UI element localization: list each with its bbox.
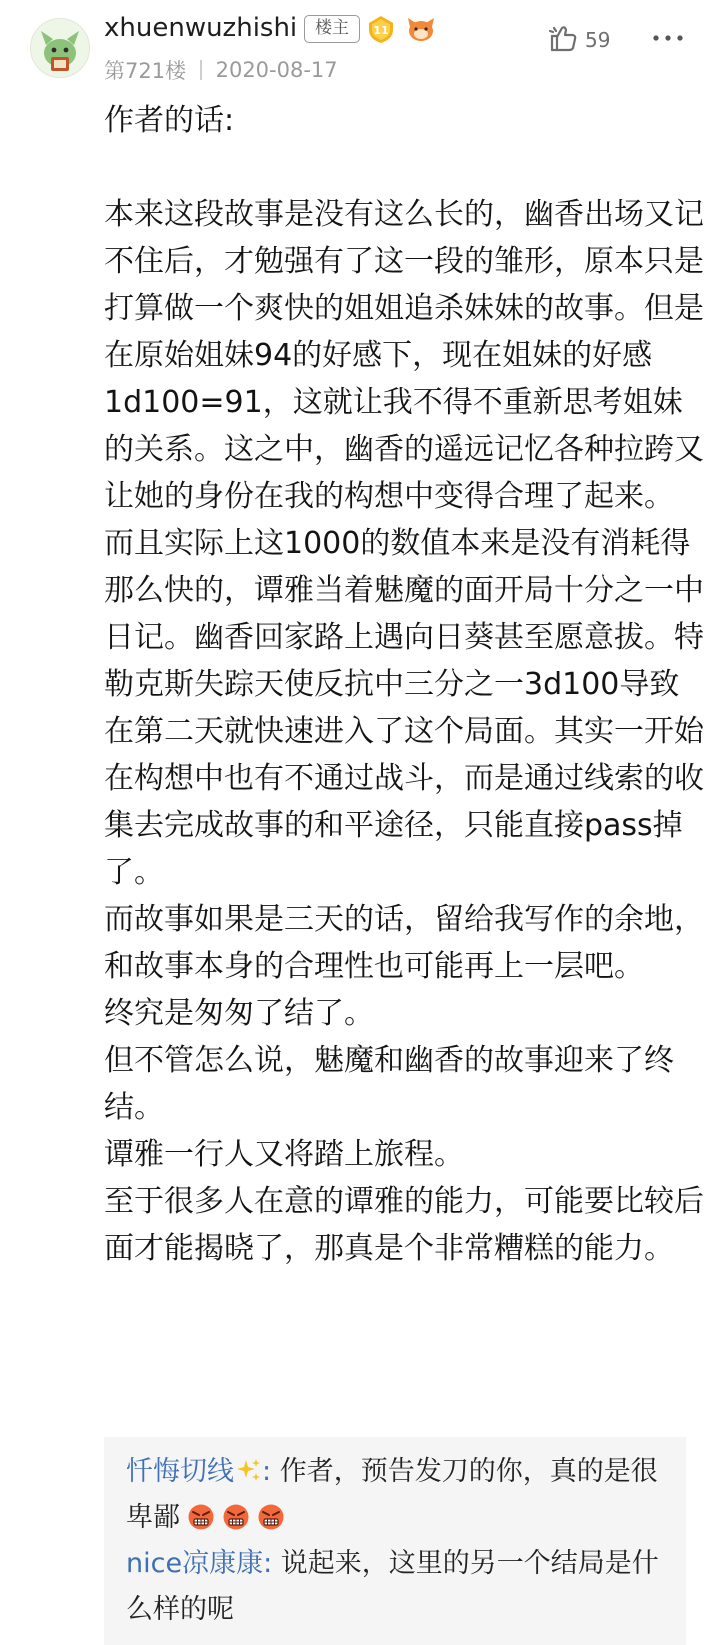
reply-separator: : [263, 1548, 273, 1579]
reply-item[interactable] [126, 1449, 666, 1541]
avatar[interactable] [30, 18, 90, 78]
reply-list [104, 1437, 686, 1645]
reply-separator: : [262, 1456, 272, 1487]
post-content [104, 97, 704, 1272]
content-paragraph: 本来这段故事是没有这么长的，幽香出场又记不住后，才勉强有了这一段的雏形，原本只是打算做一个爽快的姐姐追杀妹妹的故事。但是在原始姐妹94的好感下，现在姐妹的好感1d100=91，这就让我不得不重新思考姐妹的关系。这之中，幽香的遥远记忆各种拉跨又让她的身份在我的构想中变得合理了起来。 [104, 197, 704, 514]
content-paragraph: 但不管怎么说，魅魔和幽香的故事迎来了终结。 [104, 1043, 674, 1125]
post-meta [104, 55, 338, 85]
floor-number: 第721楼 [104, 59, 187, 83]
reply-author[interactable]: nice凉康康 [126, 1548, 264, 1579]
post-date: 2020-08-17 [215, 58, 338, 82]
content-paragraph: 至于很多人在意的谭雅的能力，可能要比较后面才能揭晓了，那真是个非常糟糕的能力。 [104, 1184, 704, 1266]
pet-icon [406, 15, 436, 43]
level-number: 11 [373, 24, 389, 37]
sparkle-icon [236, 1457, 262, 1483]
content-paragraph: 终究是匆匆了结了。 [104, 996, 374, 1031]
reply-author[interactable]: 忏悔切线 [126, 1456, 234, 1487]
username[interactable]: xhuenwuzhishi [104, 13, 298, 43]
content-paragraph: 而故事如果是三天的话，留给我写作的余地，和故事本身的合理性也可能再上一层吧。 [104, 902, 704, 984]
owner-badge: 楼主 [304, 15, 360, 43]
avatar-image [31, 19, 89, 77]
content-paragraph: 作者的话: [104, 103, 235, 138]
level-badge-icon [366, 14, 396, 44]
angry-face-icon [222, 1503, 250, 1531]
like-icon[interactable] [546, 22, 580, 56]
angry-face-icon [257, 1503, 285, 1531]
angry-face-icon [187, 1503, 215, 1531]
reply-text: 作者，预告发刀的你，真的是很卑鄙 [126, 1456, 658, 1533]
meta-divider [200, 60, 202, 80]
content-paragraph: 而且实际上这1000的数值本来是没有消耗得那么快的，谭雅当着魅魔的面开局十分之一中日记。幽香回家路上遇向日葵甚至愿意拔。特勒克斯失踪天使反抗中三分之一3d100导致在第二天就快速进入了这个局面。其实一开始在构想中也有不通过战斗，而是通过线索的收集去完成故事的和平途径，只能直接pass掉了。 [104, 526, 704, 890]
content-blank-line [104, 144, 704, 191]
content-paragraph: 谭雅一行人又将踏上旅程。 [104, 1137, 464, 1172]
reply-item[interactable] [126, 1541, 666, 1633]
like-count: 59 [585, 28, 611, 52]
reply-text: 说起来，这里的另一个结局是什么样的呢 [126, 1548, 659, 1625]
more-options-icon[interactable] [652, 34, 684, 42]
